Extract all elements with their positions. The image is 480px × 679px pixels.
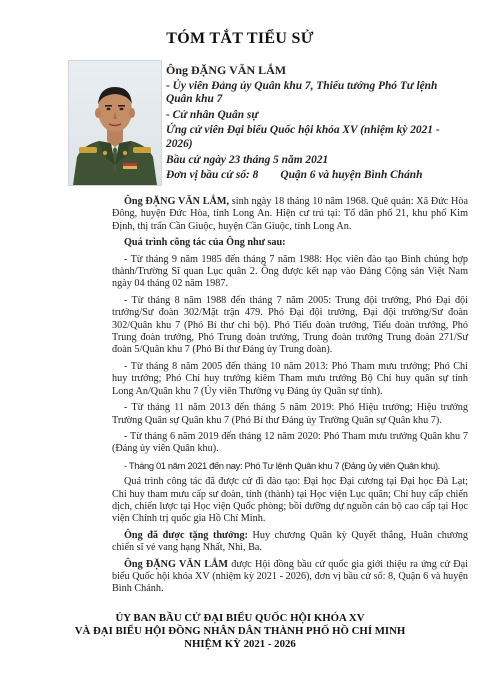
work-history-heading: Quá trình công tác của Ông như sau: — [124, 237, 286, 249]
training-paragraph: Quá trình công tác đã được cử đi đào tạo: Đại học Đại cương tại Đại học Đà Lạt; Chỉ huy tham mưu cấp sư đoàn, tỉnh (thành) tại Học viện Lục quân; Chỉ huy cấp chiến dịch, chiến lược tại Học viện Quốc phòng; bồi dưỡng dự nguồn cán bộ cao cấp tại Học viện Chính trị quốc gia Hồ Chí Minh. — [112, 476, 468, 525]
position-line: - Ủy viên Đảng ủy Quân khu 7, Thiếu tướng Phó Tư lệnh Quân khu 7 — [166, 79, 438, 106]
work-item: - Từ tháng 9 năm 1985 đến tháng 7 năm 1988: Học viên đào tạo Binh chủng hợp thành/Trường Sĩ quan Lục quân 2. Ông được kết nạp vào Đảng Cộng sản Việt Nam ngày 04 tháng 02 năm 1987. — [112, 253, 468, 290]
election-date-line: Bầu cử ngày 23 tháng 5 năm 2021 — [166, 153, 329, 166]
issuing-committee — [0, 612, 480, 651]
electoral-unit-area: Quận 6 và huyện Bình Chánh — [280, 169, 423, 182]
closing-text: được Hội đồng bầu cử quốc gia giới thiệu ra ứng cử Đại biểu Quốc hội khóa XV (nhiệm kỳ 2021 - 2026), đơn vị bầu cử số: 8, Quận 6 và huyện Bình Chánh. — [112, 558, 468, 595]
page-title: TÓM TẮT TIỂU SỬ — [166, 30, 314, 47]
footer-line: VÀ ĐẠI BIỂU HỘI ĐỒNG NHÂN DÂN THÀNH PHỐ HỒ CHÍ MINH — [74, 625, 406, 637]
bio-intro — [112, 196, 468, 233]
work-item: - Từ tháng 11 năm 2013 đến tháng 5 năm 2019: Phó Hiệu trưởng; Hiệu trưởng Trường Quân sự Quân khu 7 (Phó Bí thư Đảng ủy Trường Quân sự Quân khu 7). — [112, 402, 468, 426]
portrait-illustration — [69, 61, 161, 185]
degree-line: - Cử nhân Quân sự — [166, 108, 259, 121]
work-item: - Từ tháng 8 năm 1988 đến tháng 7 năm 2005: Trung đội trưởng, Phó Đại đội trưởng/Sư đoàn 302/Mặt trận 479. Phó Đại đội trưởng, Đại đội trưởng/Sư đoàn 302/Quân khu 7 (Phó Bí thư chi bộ). Phó Tiểu đoàn trưởng, Tiểu đoàn trưởng, Phó Trung đoàn trưởng, Phó Trung đoàn trưởng, Trung đoàn trưởng Trung đoàn 271/Sư đoàn 5/Quân khu 7 (Phó Bí thư Đảng ủy Trung đoàn). — [112, 294, 468, 356]
closing-paragraph — [112, 559, 468, 596]
awards-paragraph — [112, 530, 468, 555]
footer-line: ỦY BAN BẦU CỬ ĐẠI BIỂU QUỐC HỘI KHÓA XV — [115, 612, 365, 624]
portrait-photo — [68, 60, 162, 186]
closing-name: Ông ĐẶNG VĂN LẮM — [124, 558, 229, 570]
work-item-current: - Tháng 01 năm 2021 đến nay: Phó Tư lệnh Quân khu 7 (Đảng ủy viên Quân khu). — [124, 459, 441, 471]
biography-body — [112, 196, 468, 600]
electoral-unit-line — [166, 169, 466, 183]
work-item: - Từ tháng 8 năm 2005 đến tháng 10 năm 2013: Phó Tham mưu trưởng; Phó Chỉ huy trưởng; Phó Chỉ huy trưởng kiêm Tham mưu trưởng Bộ Chỉ huy quân sự tỉnh Long An/Quân khu 7 (Ủy viên Thường vụ Đảng ủy Quân sự tỉnh). — [112, 360, 468, 397]
awards-label: Ông đã được tặng thưởng: — [124, 529, 248, 541]
bio-intro-text: sinh ngày 18 tháng 10 năm 1968. Quê quán: Xã Đức Hòa Đông, huyện Đức Hòa, tỉnh Long An. Hiện cư trú tại: Tổ dân phố 21, khu phố Kim Định, thị trấn Cần Giuộc, huyện Cần Giuộc, tỉnh Long An. — [112, 196, 468, 232]
awards-text: Huy chương Quân kỳ Quyết thắng, Huân chương chiến sĩ vẻ vang hạng Nhất, Nhì, Ba. — [112, 529, 468, 554]
bio-intro-name: Ông ĐẶNG VĂN LẮM, — [124, 196, 230, 207]
electoral-unit-label: Đơn vị bầu cử số: 8 — [166, 169, 259, 182]
footer-line: NHIỆM KỲ 2021 - 2026 — [184, 638, 296, 650]
candidate-name: Ông ĐẶNG VĂN LẮM — [166, 63, 287, 77]
candidacy-line: Ứng cử viên Đại biểu Quốc hội khóa XV (nhiệm kỳ 2021 - 2026) — [166, 124, 440, 150]
work-item: - Từ tháng 6 năm 2019 đến tháng 12 năm 2020: Phó Tham mưu trưởng Quân khu 7 (Đảng ủy viên Quân khu). — [112, 430, 468, 455]
candidate-header — [166, 64, 466, 183]
